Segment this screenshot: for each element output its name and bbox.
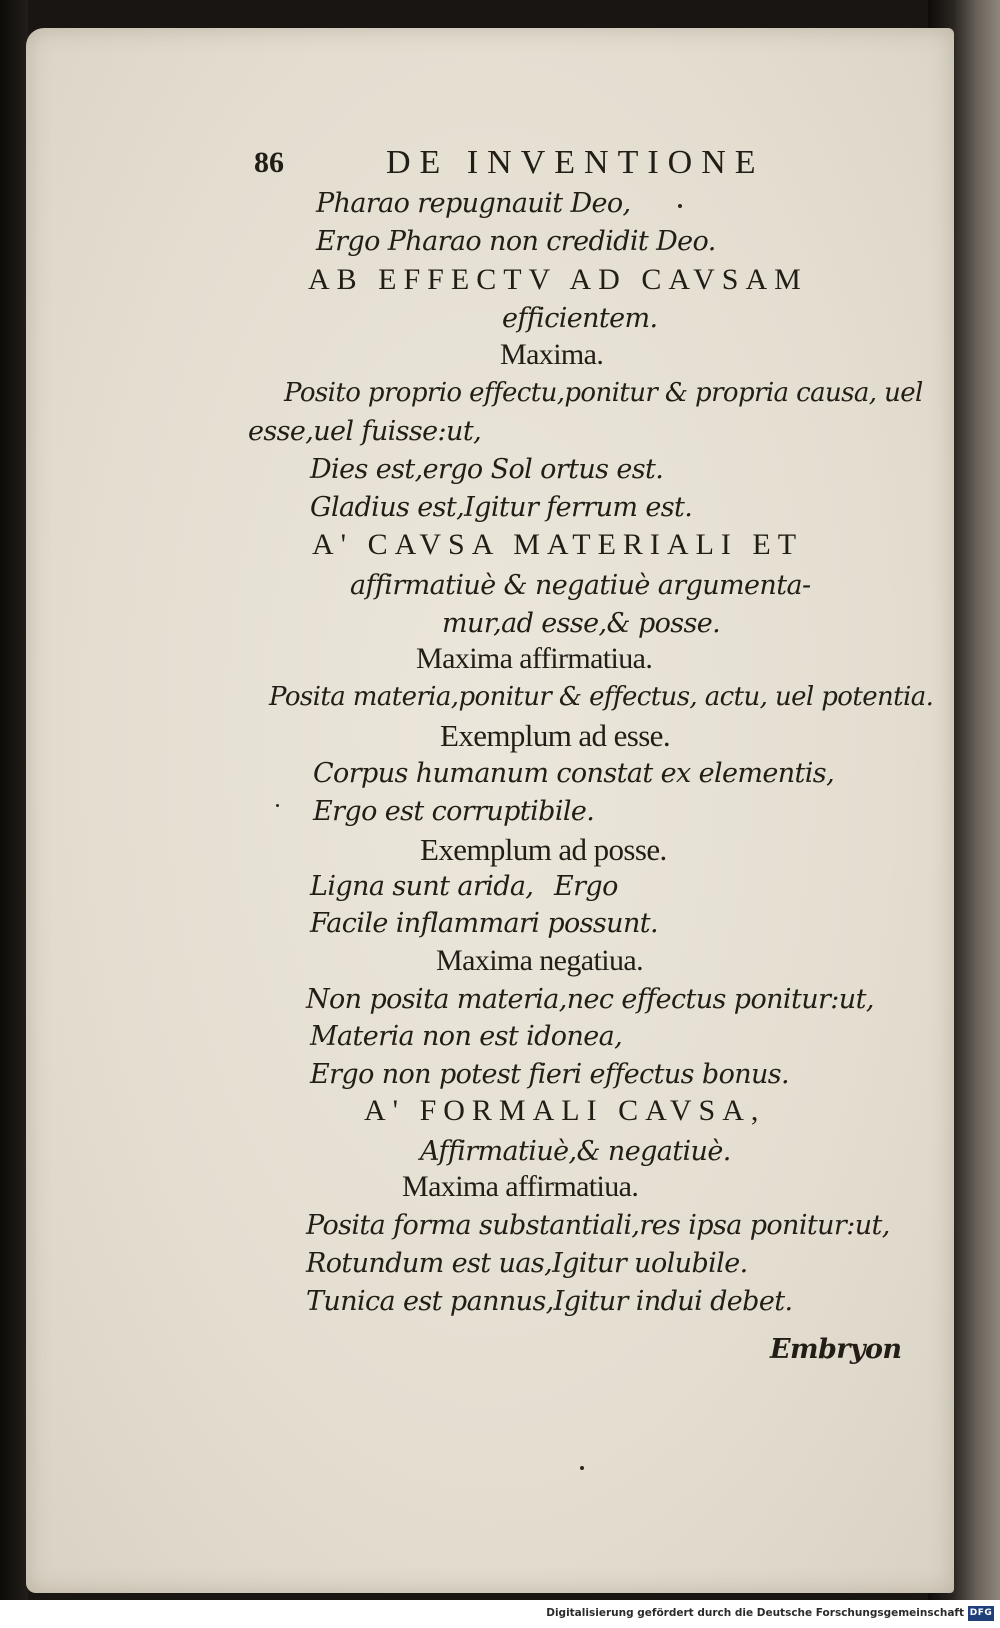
text-line: Posito proprio effectu,ponitur & propria causa, uel (284, 378, 923, 408)
text-line: Non posita materia,nec effectus ponitur:ut, (306, 984, 874, 1015)
text-line: Corpus humanum constat ex elementis, (313, 758, 835, 789)
dfg-logo: DFG (968, 1606, 994, 1621)
text-line: Dies est,ergo Sol ortus est. (310, 454, 664, 485)
text-line: Ergo non potest fieri effectus bonus. (310, 1059, 790, 1090)
text-line: Ergo (554, 871, 618, 902)
maxima-heading: Maxima. (500, 338, 604, 371)
text-line: Rotundum est uas,Igitur uolubile. (306, 1248, 748, 1279)
book-page (26, 28, 954, 1593)
ink-speck (580, 1466, 584, 1470)
section-heading: A' CAVSA MATERIALI ET (312, 528, 804, 561)
example-heading: Exemplum ad esse. (440, 718, 670, 753)
maxima-heading: Maxima affirmatiua. (416, 642, 653, 675)
text-line: efficientem. (502, 303, 658, 334)
funding-credit: Digitalisierung gefördert durch die Deutsche Forschungsgemeinschaft (546, 1607, 964, 1619)
text-line: Tunica est pannus,Igitur indui debet. (306, 1286, 793, 1317)
text-line: Posita materia,ponitur & effectus, actu, uel potentia. (269, 682, 934, 712)
text-line: Ergo est corruptibile. (313, 796, 595, 827)
footer-bar (0, 1600, 1000, 1628)
page-number: 86 (254, 146, 284, 179)
example-heading: Exemplum ad posse. (420, 832, 667, 867)
ink-speck (678, 204, 682, 208)
left-book-edge (0, 0, 28, 1600)
ink-speck (276, 804, 279, 807)
text-line: esse,uel fuisse:ut, (248, 416, 482, 447)
catchword: Embryon (770, 1334, 902, 1365)
text-line: Ergo Pharao non credidit Deo. (316, 226, 716, 257)
maxima-heading: Maxima affirmatiua. (402, 1170, 639, 1203)
text-line: Materia non est idonea, (310, 1021, 623, 1052)
text-line: Posita forma substantiali,res ipsa ponitur:ut, (306, 1210, 890, 1241)
text-line: Facile inflammari possunt. (310, 908, 658, 939)
section-heading: AB EFFECTV AD CAVSAM (308, 263, 808, 296)
text-line: Pharao repugnauit Deo, (316, 188, 631, 219)
text-line: mur,ad esse,& posse. (442, 608, 721, 639)
section-heading: A' FORMALI CAVSA, (364, 1094, 766, 1127)
running-head: DE INVENTIONE (386, 144, 765, 181)
text-line: Ligna sunt arida, (310, 871, 534, 902)
text-line: Gladius est,Igitur ferrum est. (310, 492, 693, 523)
maxima-heading: Maxima negatiua. (436, 944, 643, 977)
text-line: Affirmatiuè,& negatiuè. (420, 1136, 731, 1167)
text-line: affirmatiuè & negatiuè argumenta- (350, 570, 811, 601)
